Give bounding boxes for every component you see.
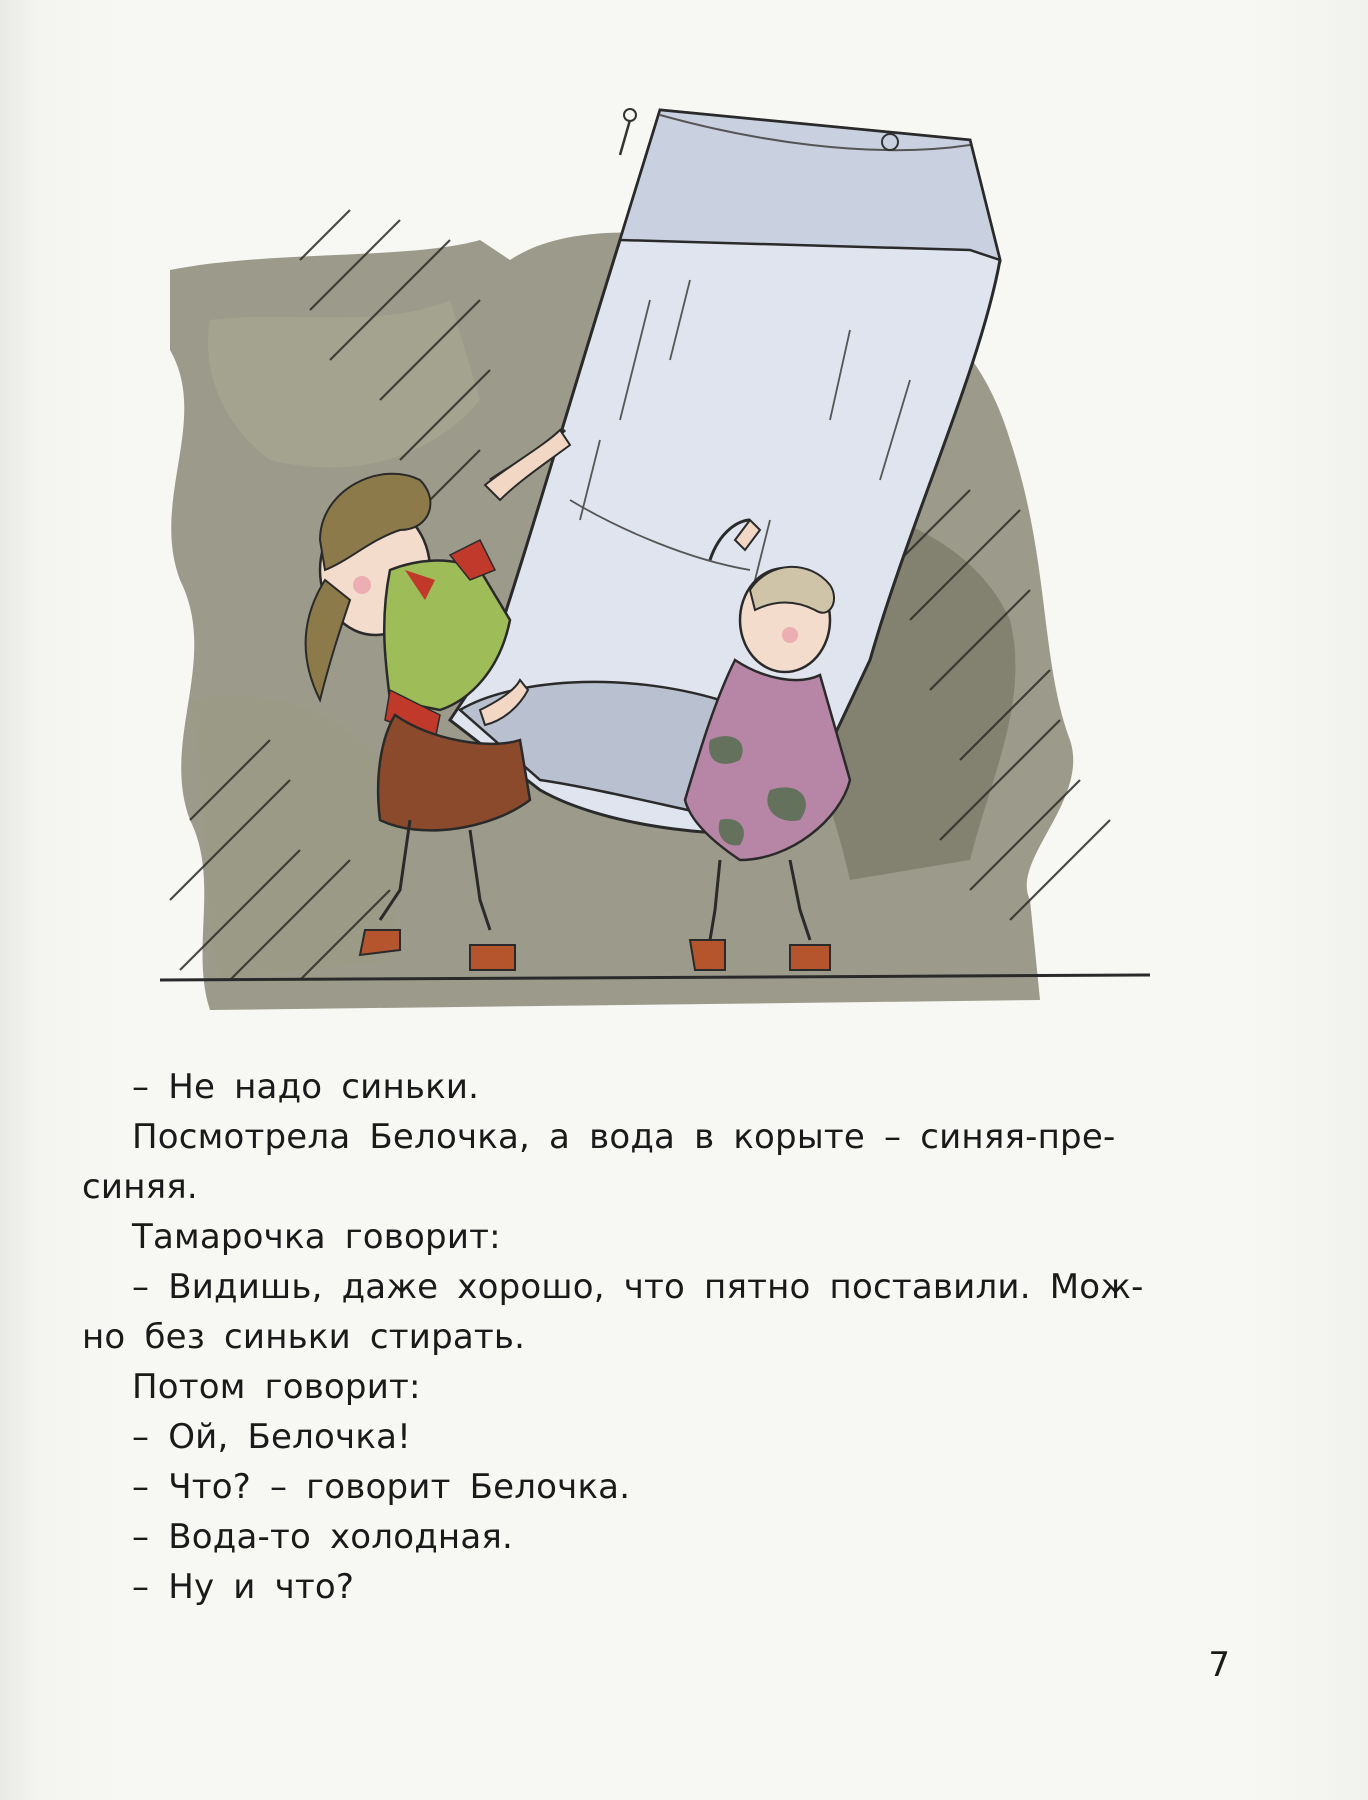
page-number: 7 (1208, 1645, 1230, 1685)
text-line-8: – Ой, Белочка! (132, 1417, 411, 1457)
story-text (82, 1062, 1230, 1612)
text-line-6: но без синьки стирать. (82, 1317, 526, 1357)
text-line-9: – Что? – говорит Белочка. (132, 1467, 631, 1507)
story-illustration (150, 100, 1170, 1060)
text-line-4: Тамарочка говорит: (132, 1217, 501, 1257)
text-line-7: Потом говорит: (132, 1367, 421, 1407)
text-line-2: Посмотрела Белочка, а вода в корыте – синяя-пре- (132, 1117, 1116, 1157)
text-line-3: синяя. (82, 1167, 198, 1207)
text-line (82, 1062, 1230, 1112)
illustration-two-girls-carrying-tub-icon (150, 100, 1170, 1060)
text-line-10: – Вода-то холодная. (132, 1517, 514, 1557)
text-line-5: – Видишь, даже хорошо, что пятно поставили. Мож- (132, 1267, 1144, 1307)
text-line-11: – Ну и что? (132, 1567, 355, 1607)
text-line-1: – Не надо синьки. (132, 1067, 480, 1107)
